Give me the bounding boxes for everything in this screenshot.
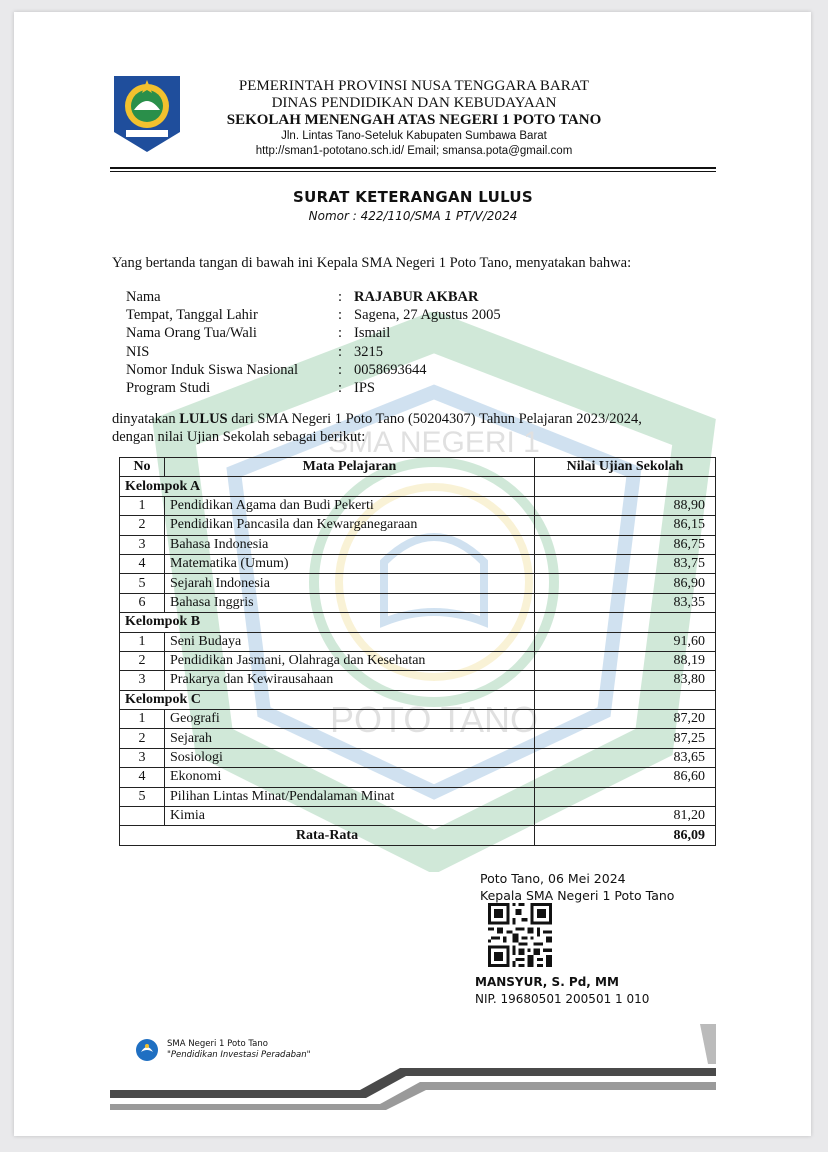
table-row <box>120 807 716 826</box>
row-subject: Sosiologi <box>165 748 535 767</box>
student-details <box>126 288 501 397</box>
letterhead-rule-thin <box>110 171 716 172</box>
row-score: 86,90 <box>535 574 716 593</box>
intro-paragraph: Yang bertanda tangan di bawah ini Kepala SMA Negeri 1 Poto Tano, menyatakan bahwa: <box>112 255 632 271</box>
student-name-row <box>126 288 501 306</box>
row-subject: Sejarah <box>165 729 535 748</box>
row-score: 86,60 <box>535 768 716 787</box>
row-no: 2 <box>120 516 165 535</box>
row-no: 4 <box>120 554 165 573</box>
empty-cell <box>535 613 716 632</box>
row-subject: Pendidikan Agama dan Budi Pekerti <box>165 496 535 515</box>
empty-cell <box>535 477 716 496</box>
row-no: 2 <box>120 651 165 670</box>
table-row <box>120 671 716 690</box>
row-no: 2 <box>120 729 165 748</box>
row-score: 87,20 <box>535 710 716 729</box>
row-subject: Pendidikan Jasmani, Olahraga dan Kesehatan <box>165 651 535 670</box>
row-no: 1 <box>120 710 165 729</box>
header-subject: Mata Pelajaran <box>165 458 535 477</box>
table-row <box>120 768 716 787</box>
program-row <box>126 379 501 397</box>
watermark-text-bottom: POTO TANO <box>329 699 539 740</box>
header-no: No <box>120 458 165 477</box>
colon: : <box>338 325 343 342</box>
table-row <box>120 748 716 767</box>
colon: : <box>338 307 343 324</box>
row-subject: Pilihan Lintas Minat/Pendalaman Minat <box>165 787 535 806</box>
watermark-text-top: SMA NEGERI 1 <box>328 426 540 459</box>
field-label: Tempat, Tanggal Lahir <box>126 307 258 324</box>
table-row <box>120 787 716 806</box>
footer-school-name: SMA Negeri 1 Poto Tano <box>167 1039 268 1049</box>
row-subject: Bahasa Inggris <box>165 593 535 612</box>
row-score: 86,15 <box>535 516 716 535</box>
statement-pre: dinyatakan <box>112 411 180 427</box>
row-no: 5 <box>120 574 165 593</box>
row-score: 83,80 <box>535 671 716 690</box>
statement-post: dari SMA Negeri 1 Poto Tano (50204307) Tahun Pelajaran 2023/2024, <box>227 411 642 427</box>
grades-table <box>119 457 716 846</box>
row-subject: Pendidikan Pancasila dan Kewarganegaraan <box>165 516 535 535</box>
letterhead-contact: http://sman1-pototano.sch.id/ Email; smansa.pota@gmail.com <box>255 145 573 157</box>
row-score: 83,35 <box>535 593 716 612</box>
letterhead-government: PEMERINTAH PROVINSI NUSA TENGGARA BARAT <box>238 78 590 94</box>
group-label: Kelompok A <box>120 477 535 496</box>
row-score: 91,60 <box>535 632 716 651</box>
signer-name: MANSYUR, S. Pd, MM <box>475 975 619 989</box>
signer-nip: NIP. 19680501 200501 1 010 <box>475 992 650 1006</box>
document-page <box>14 12 811 1136</box>
table-header-row <box>120 458 716 477</box>
table-row <box>120 554 716 573</box>
letterhead-address: Jln. Lintas Tano-Seteluk Kabupaten Sumbawa Barat <box>281 130 547 142</box>
row-score: 88,19 <box>535 651 716 670</box>
row-score <box>535 787 716 806</box>
average-label: Rata-Rata <box>120 826 535 845</box>
footer-stripes <box>110 1024 716 1110</box>
nis-value: 3215 <box>354 343 383 360</box>
letterhead-rule-thick <box>110 167 716 169</box>
row-no: 3 <box>120 671 165 690</box>
signer-block <box>475 974 649 1008</box>
row-no: 1 <box>120 496 165 515</box>
row-no: 5 <box>120 787 165 806</box>
row-no: 1 <box>120 632 165 651</box>
graduation-status: LULUS <box>179 411 228 427</box>
table-row <box>120 632 716 651</box>
row-score: 81,20 <box>535 807 716 826</box>
row-score: 83,65 <box>535 748 716 767</box>
place-date: Poto Tano, 06 Mei 2024 <box>480 871 626 886</box>
table-row <box>120 574 716 593</box>
row-subject: Bahasa Indonesia <box>165 535 535 554</box>
tut-wuri-handayani-icon <box>135 1038 159 1062</box>
birth-row <box>126 306 501 324</box>
signer-position: Kepala SMA Negeri 1 Poto Tano <box>480 888 675 903</box>
group-row-b <box>120 613 716 632</box>
row-subject: Sejarah Indonesia <box>165 574 535 593</box>
row-no: 3 <box>120 535 165 554</box>
row-score: 87,25 <box>535 729 716 748</box>
row-score: 86,75 <box>535 535 716 554</box>
nis-row <box>126 343 501 361</box>
average-row <box>120 826 716 845</box>
row-no: 4 <box>120 768 165 787</box>
group-row-c <box>120 690 716 709</box>
letterhead <box>194 78 634 159</box>
row-no: 6 <box>120 593 165 612</box>
average-value: 86,09 <box>535 826 716 845</box>
parent-row <box>126 324 501 342</box>
colon: : <box>338 289 343 305</box>
table-row <box>120 496 716 515</box>
group-label: Kelompok C <box>120 690 535 709</box>
header-score: Nilai Ujian Sekolah <box>535 458 716 477</box>
row-subject: Seni Budaya <box>165 632 535 651</box>
nisn-row <box>126 361 501 379</box>
letterhead-department: DINAS PENDIDIKAN DAN KEBUDAYAAN <box>271 95 557 111</box>
table-row <box>120 593 716 612</box>
table-row <box>120 729 716 748</box>
empty-cell <box>535 690 716 709</box>
document-title: SURAT KETERANGAN LULUS <box>292 188 533 206</box>
nisn-value: 0058693644 <box>354 361 427 378</box>
parent-name: Ismail <box>354 325 391 342</box>
table-row <box>120 535 716 554</box>
field-label: NIS <box>126 343 150 360</box>
footer-school-text <box>167 1039 311 1061</box>
document-number: Nomor : 422/110/SMA 1 PT/V/2024 <box>308 209 518 223</box>
row-no <box>120 807 165 826</box>
row-subject: Matematika (Umum) <box>165 554 535 573</box>
signature-block <box>480 870 674 904</box>
student-name: RAJABUR AKBAR <box>354 289 479 305</box>
colon: : <box>338 343 343 360</box>
row-subject: Kimia <box>165 807 535 826</box>
colon: : <box>338 361 343 378</box>
table-row <box>120 516 716 535</box>
table-row <box>120 651 716 670</box>
footer-motto: "Pendidikan Investasi Peradaban" <box>167 1050 311 1060</box>
colon: : <box>338 380 343 397</box>
field-label: Program Studi <box>126 380 211 397</box>
letterhead-school: SEKOLAH MENENGAH ATAS NEGERI 1 POTO TANO <box>226 112 602 128</box>
qr-code-signature <box>488 903 552 967</box>
row-score: 88,90 <box>535 496 716 515</box>
group-label: Kelompok B <box>120 613 535 632</box>
graduation-statement <box>112 410 722 446</box>
field-label: Nama <box>126 289 161 305</box>
birth-place-date: Sagena, 27 Agustus 2005 <box>354 307 501 324</box>
row-score: 83,75 <box>535 554 716 573</box>
row-subject: Geografi <box>165 710 535 729</box>
field-label: Nama Orang Tua/Wali <box>126 325 257 342</box>
group-row-a <box>120 477 716 496</box>
row-subject: Prakarya dan Kewirausahaan <box>165 671 535 690</box>
table-row <box>120 710 716 729</box>
program-value: IPS <box>354 380 375 397</box>
field-label: Nomor Induk Siswa Nasional <box>126 361 298 378</box>
row-subject: Ekonomi <box>165 768 535 787</box>
statement-line2: dengan nilai Ujian Sekolah sebagai berikut: <box>112 429 366 445</box>
row-no: 3 <box>120 748 165 767</box>
ntb-province-logo <box>112 74 182 154</box>
